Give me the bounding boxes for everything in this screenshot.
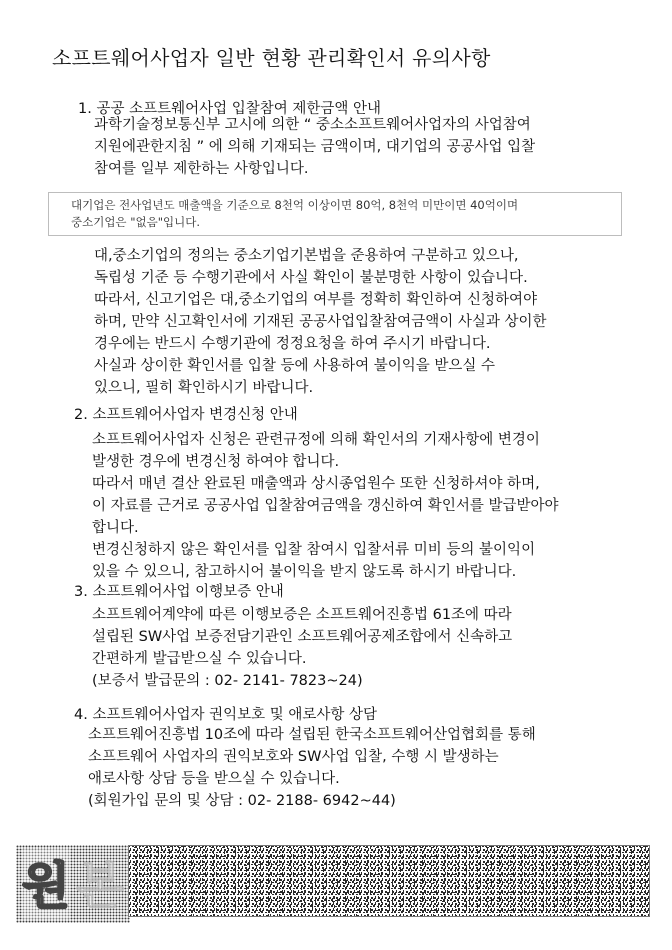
section-2-heading: 2. 소프트웨어사업자 변경신청 안내 xyxy=(74,407,298,423)
section-3-heading: 3. 소프트웨어사업 이행보증 안내 xyxy=(74,584,284,600)
section-4-heading: 4. 소프트웨어사업자 권익보호 및 애로사항 상담 xyxy=(74,707,378,723)
text-line: (보증서 발급문의 : 02- 2141- 7823~24) xyxy=(92,673,363,689)
svg-text:원: 원 xyxy=(21,857,71,915)
text-line: 있을 수 있으니, 참고하시어 불이익을 받지 않도록 하시기 바랍니다. xyxy=(92,564,517,580)
text-line: 있으니, 필히 확인하시기 바랍니다. xyxy=(94,380,314,396)
text-line: 소프트웨어계약에 따른 이행보증은 소프트웨어진흥법 61조에 따라 xyxy=(92,607,512,623)
text-line: 애로사항 상담 등을 받으실 수 있습니다. xyxy=(88,771,340,787)
text-line: 하며, 만약 신고확인서에 기재된 공공사업입찰참여금액이 사실과 상이한 xyxy=(94,314,547,330)
text-line: 사실과 상이한 확인서를 입찰 등에 사용하여 불이익을 받으실 수 xyxy=(94,358,496,374)
notice-box xyxy=(48,192,622,236)
text-line: 지원에관한지침 ” 에 의해 기재되는 금액이며, 대기업의 공공사업 입찰 xyxy=(94,139,536,155)
section-1-body xyxy=(94,114,535,180)
text-line: 이 자료를 근거로 공공사업 입찰참여금액을 갱신하여 확인서를 발급받아야 xyxy=(92,498,559,514)
text-line: 소프트웨어진흥법 10조에 따라 설립된 한국소프트웨어산업협회를 통해 xyxy=(88,727,536,743)
security-barcode-pattern xyxy=(128,845,650,917)
text-line: 따라서, 신고기업은 대,중소기업의 여부를 정확히 확인하여 신청하여야 xyxy=(94,292,538,308)
section-1-detail xyxy=(94,245,546,399)
section-2-body xyxy=(92,429,558,583)
text-line: 참여를 일부 제한하는 사항입니다. xyxy=(94,161,309,177)
text-line: 발생한 경우에 변경신청 하여야 합니다. xyxy=(92,454,340,470)
text-line: 과학기술정보통신부 고시에 의한 “ 중소소프트웨어사업자의 사업참여 xyxy=(94,117,531,133)
text-line: 간편하게 발급받으실 수 있습니다. xyxy=(92,651,307,667)
section-4-body xyxy=(88,724,536,812)
section-3-body xyxy=(92,604,512,692)
section-1-heading: 1. 공공 소프트웨어사업 입찰참여 제한금액 안내 xyxy=(78,101,382,117)
text-line: 경우에는 반드시 수행기관에 정정요청을 하여 주시기 바랍니다. xyxy=(94,336,491,352)
original-seal-stamp xyxy=(16,845,130,923)
svg-text:본: 본 xyxy=(75,857,125,915)
notice-line: 중소기업은 "없음"입니다. xyxy=(71,215,200,229)
text-line: 소프트웨어 사업자의 권익보호와 SW사업 입찰, 수행 시 발생하는 xyxy=(88,749,499,765)
text-line: 따라서 매년 결산 완료된 매출액과 상시종업원수 또한 신청하셔야 하며, xyxy=(92,476,540,492)
text-line: 대,중소기업의 정의는 중소기업기본법을 준용하여 구분하고 있으나, xyxy=(94,248,519,264)
text-line: 설립된 SW사업 보증전담기관인 소프트웨어공제조합에서 신속하고 xyxy=(92,629,513,645)
text-line: 변경신청하지 않은 확인서를 입찰 참여시 입찰서류 미비 등의 불이익이 xyxy=(92,542,536,558)
text-line: 소프트웨어사업자 신청은 관련규정에 의해 확인서의 기재사항에 변경이 xyxy=(92,432,540,448)
notice-line: 대기업은 전사업년도 매출액을 기준으로 8천억 이상이면 80억, 8천억 미만이면 40억이며 xyxy=(71,198,519,212)
document-title: 소프트웨어사업자 일반 현황 관리확인서 유의사항 xyxy=(52,46,491,70)
text-line: 합니다. xyxy=(92,520,139,536)
text-line: (회원가입 문의 및 상담 : 02- 2188- 6942~44) xyxy=(88,793,396,809)
text-line: 독립성 기준 등 수행기관에서 사실 확인이 불분명한 사항이 있습니다. xyxy=(94,270,528,286)
